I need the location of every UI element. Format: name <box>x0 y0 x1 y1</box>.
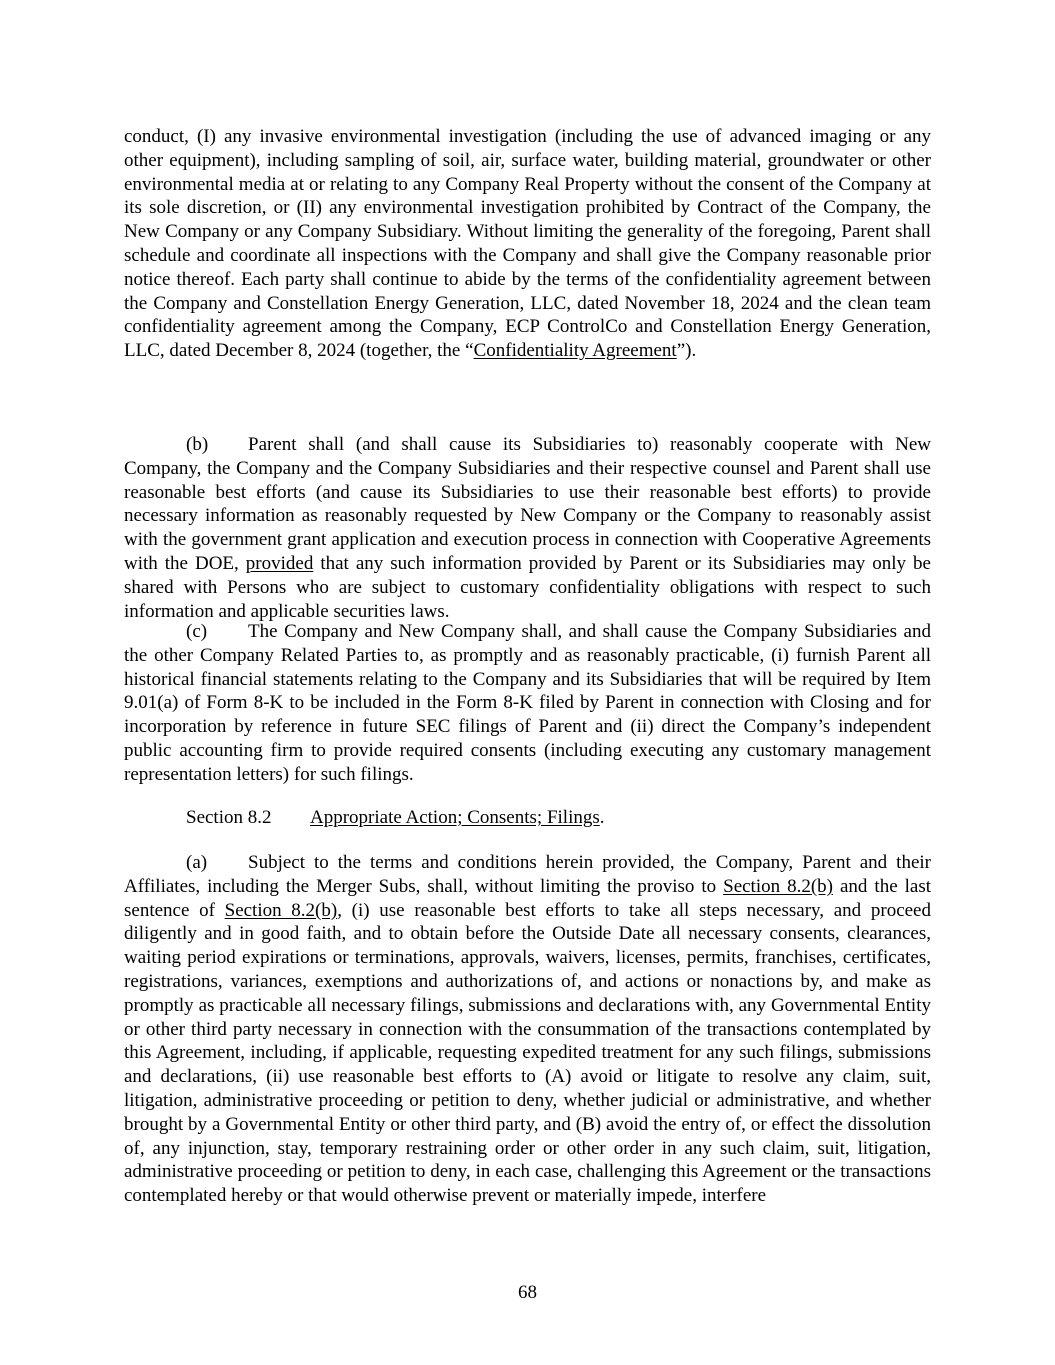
paragraph-text: conduct, (I) any invasive environmental investigation (including the use of advanced imaging or any other equipment), including sampling of soil, air, surface water, building material, groundwater or other environmental media at or relating to any Company Real Property without the consent of the Company at its sole discretion, or (II) any environmental investigation prohibited by Contract of the Company, the New Company or any Company Subsidiary. Without limiting the generality of the foregoing, Parent shall schedule and coordinate all inspections with the Company and shall give the Company reasonable prior notice thereof. Each party shall continue to abide by the terms of the confidentiality agreement between the Company and Constellation Energy Generation, LLC, dated November 18, 2024 and the clean team confidentiality agreement among the Company, ECP ControlCo and Constellation Energy Generation, LLC, dated December 8, 2024 (together, the “ <box>124 126 931 362</box>
page-number: 68 <box>518 1282 537 1303</box>
paragraph-text: The Company and New Company shall, and shall cause the Company Subsidiaries and the other Company Related Parties to, as promptly and as reasonably practicable, (i) furnish Parent all historical financial statements relating to the Company and its Subsidiaries that will be required by Item 9.01(a) of Form 8-K to be included in the Form 8-K filed by Parent in connection with Closing and for incorporation by reference in future SEC filings of Parent and (ii) direct the Company’s independent public accounting firm to provide required consents (including executing any customary management representation letters) for such filings. <box>124 621 931 785</box>
paragraph-text: Subject to the terms and conditions herein provided, the Company, Parent and their Affiliates, including the Merger Subs, shall, without limiting the proviso to <box>124 852 931 897</box>
underlined-term: provided <box>245 552 314 574</box>
paragraph-text: Parent shall (and shall cause its Subsidiaries to) reasonably cooperate with New Company, the Company and the Company Subsidiaries and their respective counsel and Parent shall use reasonable best efforts (and cause its Subsidiaries to use their reasonable best efforts) to provide necessary information as reasonably requested by New Company or the Company to reasonably assist with the government grant application and execution process in connection with Cooperative Agreements with the DOE, <box>124 434 931 574</box>
paragraph-label: (b) <box>186 434 209 455</box>
paragraph-label: (a) <box>186 852 208 873</box>
paragraph-text: that any such information provided by Parent or its Subsidiaries may only be shared with Persons who are subject to customary confidentiality obligations with respect to such information and applicable securities laws. <box>124 552 931 622</box>
section-title-period: . <box>599 807 605 828</box>
section-heading <box>124 806 931 830</box>
paragraph-text: , (i) use reasonable best efforts to take all steps necessary, and proceed diligently and in good faith, and to obtain before the Outside Date all necessary consents, clearances, waiting period expirations or terminations, approvals, waivers, licenses, permits, franchises, certificates, registrations, variances, exemptions and authorizations of, and actions or nonactions by, and make as promptly as practicable all necessary filings, submissions and declarations with, any Governmental Entity or other third party necessary in connection with the consummation of the transactions contemplated by this Agreement, including, if applicable, requesting expedited treatment for any such filings, submissions and declarations, (ii) use reasonable best efforts to (A) avoid or litigate to resolve any claim, suit, litigation, administrative proceeding or petition to deny, whether judicial or administrative, and whether brought by a Governmental Entity or other third party, and (B) avoid the entry of, or effect the dissolution of, any injunction, stay, temporary restraining order or other order in any such claim, suit, litigation, administrative proceeding or petition to deny, in each case, challenging this Agreement or the transactions contemplated hereby or that would otherwise prevent or materially impede, interfere <box>124 899 931 1207</box>
defined-term: Confidentiality Agreement <box>473 340 677 362</box>
paragraph-continued <box>124 125 931 363</box>
paragraph-text: ”). <box>676 340 697 362</box>
section-reference-link[interactable]: Section 8.2(b) <box>723 875 834 897</box>
paragraph-text: and the last sentence of <box>124 875 932 921</box>
section-title: Appropriate Action; Consents; Filings <box>310 807 600 828</box>
paragraph-c <box>124 620 931 787</box>
section-reference-link[interactable]: Section 8.2(b) <box>224 899 338 921</box>
paragraph-b <box>124 433 931 623</box>
section-number: Section 8.2 <box>186 807 272 828</box>
paragraph-label: (c) <box>186 621 208 642</box>
paragraph-a <box>124 851 931 1208</box>
